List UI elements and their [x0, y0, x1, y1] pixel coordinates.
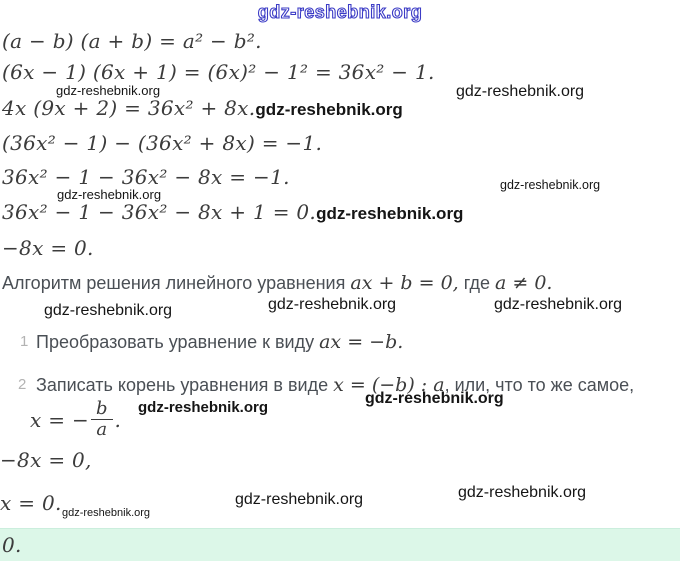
watermark-bottom-center: gdz-reshebnik.org	[235, 491, 364, 508]
watermark-right-top: gdz-reshebnik.org	[456, 83, 585, 100]
step-2-instruction: Записать корень уравнения в виде	[36, 375, 334, 395]
heading-text-before: Алгоритм решения линейного уравнения	[2, 273, 351, 293]
step-2-text	[36, 374, 634, 396]
equation-simplified: −8x = 0.	[2, 236, 94, 260]
fraction-numerator: b	[91, 399, 113, 420]
step-1-instruction: Преобразовать уравнение к виду	[36, 332, 320, 352]
equation-expand-4x: 4x (9x + 2) = 36x² + 8x.	[2, 96, 256, 120]
fraction-stack	[91, 399, 113, 440]
step-2-tail: , или, что то же самое,	[444, 375, 635, 395]
fraction-denominator: a	[96, 419, 108, 440]
equation-move-to-zero: 36x² − 1 − 36x² − 8x + 1 = 0.	[2, 200, 317, 224]
watermark-top: gdz-reshebnik.org	[257, 2, 423, 22]
equation-root: x = 0.	[0, 491, 62, 515]
watermark-inline-eq6: gdz-reshebnik.org	[316, 204, 464, 223]
algorithm-heading	[2, 272, 552, 294]
watermark-under-step2-right: gdz-reshebnik.org	[365, 390, 504, 407]
fraction-lhs: x = −	[30, 407, 90, 432]
equation-row-3	[2, 96, 403, 120]
watermark-under-eq2: gdz-reshebnik.org	[56, 83, 161, 98]
step-1-math: ax = −b.	[319, 331, 404, 353]
watermark-beside-fraction: gdz-reshebnik.org	[138, 399, 269, 416]
watermark-under-eq5: gdz-reshebnik.org	[57, 187, 162, 202]
equation-apply-step: −8x = 0,	[0, 448, 92, 472]
step-2-math: x = (−b) : a	[333, 374, 445, 396]
step-1-text	[36, 331, 403, 353]
equation-row-6	[2, 200, 463, 224]
watermark-after-root: gdz-reshebnik.org	[62, 507, 151, 519]
watermark-bottom-right: gdz-reshebnik.org	[458, 484, 587, 501]
watermark-inline-eq3: gdz-reshebnik.org	[255, 100, 403, 119]
equation-difference-of-squares: (a − b) (a + b) = a² − b².	[2, 29, 262, 53]
fraction-equation	[30, 399, 121, 440]
answer-highlight-band	[0, 528, 680, 561]
equation-open-brackets: 36x² − 1 − 36x² − 8x = −1.	[2, 165, 290, 189]
watermark-row-center: gdz-reshebnik.org	[268, 296, 397, 313]
fraction-period: .	[114, 407, 122, 432]
watermark-right-mid: gdz-reshebnik.org	[500, 178, 601, 192]
watermark-row-right: gdz-reshebnik.org	[494, 296, 623, 313]
final-answer: 0.	[2, 533, 22, 557]
equation-expand-product: (6x − 1) (6x + 1) = (6x)² − 1² = 36x² − 1.	[2, 60, 435, 84]
heading-math-equation: ax + b = 0,	[350, 272, 459, 294]
step-1-number: 1	[20, 333, 29, 350]
heading-text-mid: где	[458, 273, 495, 293]
heading-math-condition: a ≠ 0.	[495, 272, 553, 294]
equation-subtract-expressions: (36x² − 1) − (36x² + 8x) = −1.	[2, 131, 323, 155]
watermark-row-left: gdz-reshebnik.org	[44, 302, 173, 319]
step-2-number: 2	[18, 376, 27, 393]
